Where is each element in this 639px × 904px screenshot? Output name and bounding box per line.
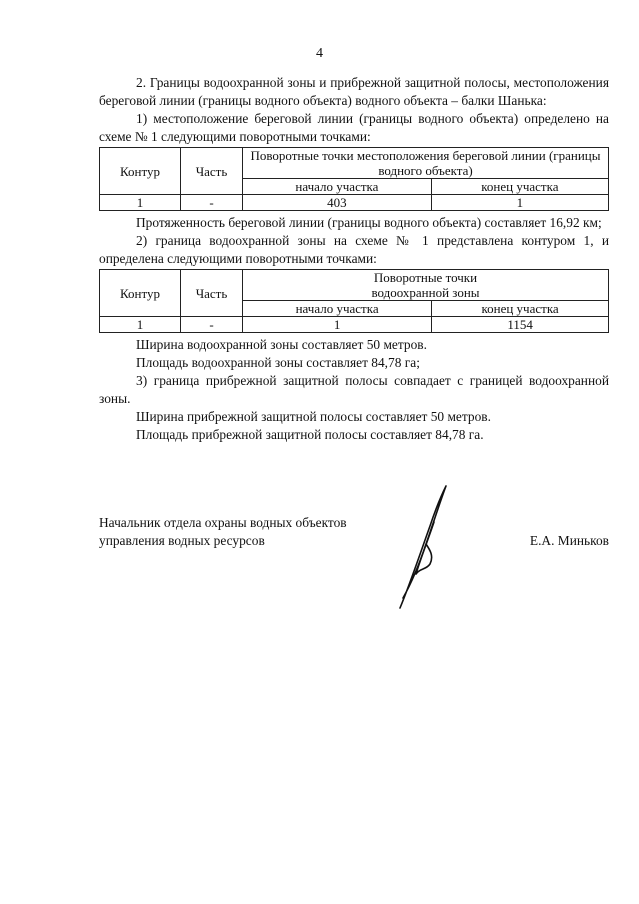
signatory-position [99,514,347,550]
paragraph-protective-strip-width: Ширина прибрежной защитной полосы составляет 50 метров. [136,409,491,424]
shoreline-points-table [99,147,609,211]
page-number: 4 [316,46,323,61]
table-row [100,317,609,333]
table2-header-points-line2: водоохранной зоны [371,285,480,300]
paragraph-boundaries: 2. Границы водоохранной зоны и прибрежной защитной полосы, местоположения береговой линии (границы водного объекта) водного объекта – балки Шанька: [99,75,609,108]
water-zone-points-table [99,269,609,333]
table2-header-start: начало участка [243,301,432,317]
table2-cell-start: 1 [243,317,432,333]
table2-header-points-line1: Поворотные точки [373,270,478,285]
paragraph-shoreline-points: 1) местоположение береговой линии (границы водного объекта) определено на схеме № 1 следующими поворотными точками: [99,111,609,144]
table2-cell-end: 1154 [432,317,609,333]
paragraph-water-zone-width: Ширина водоохранной зоны составляет 50 метров. [136,337,427,352]
signatory-position-line2: управления водных ресурсов [99,533,265,548]
table1-header-contour: Контур [100,148,181,195]
paragraph-protective-strip-area: Площадь прибрежной защитной полосы составляет 84,78 га. [136,427,484,442]
table1-cell-start: 403 [243,195,432,211]
paragraph-shoreline-length: Протяженность береговой линии (границы водного объекта) составляет 16,92 км; [136,215,602,230]
table2-header-contour: Контур [100,270,181,317]
table1-cell-end: 1 [431,195,608,211]
table2-cell-contour: 1 [100,317,181,333]
table1-header-part: Часть [181,148,243,195]
document-body [99,74,609,444]
table2-header-part: Часть [181,270,243,317]
signatory-position-line1: Начальник отдела охраны водных объектов [99,515,347,530]
handwritten-signature-icon [386,484,456,614]
table2-header-points [243,270,609,301]
table1-header-points: Поворотные точки местоположения береговой линии (границы водного объекта) [243,148,609,179]
table2-cell-part: - [181,317,243,333]
table1-cell-contour: 1 [100,195,181,211]
table1-cell-part: - [181,195,243,211]
paragraph-water-zone-boundary: 2) граница водоохранной зоны на схеме № 1 представлена контуром 1, и определена следующими поворотными точками: [99,233,609,266]
table1-header-end: конец участка [431,179,608,195]
paragraph-water-zone-area: Площадь водоохранной зоны составляет 84,78 га; [136,355,420,370]
table-row [100,195,609,211]
table2-header-end: конец участка [432,301,609,317]
signature-block [99,514,609,614]
table1-header-start: начало участка [243,179,432,195]
signatory-name: Е.А. Миньков [529,533,609,548]
paragraph-protective-strip-boundary: 3) граница прибрежной защитной полосы совпадает с границей водоохранной зоны. [99,373,609,406]
